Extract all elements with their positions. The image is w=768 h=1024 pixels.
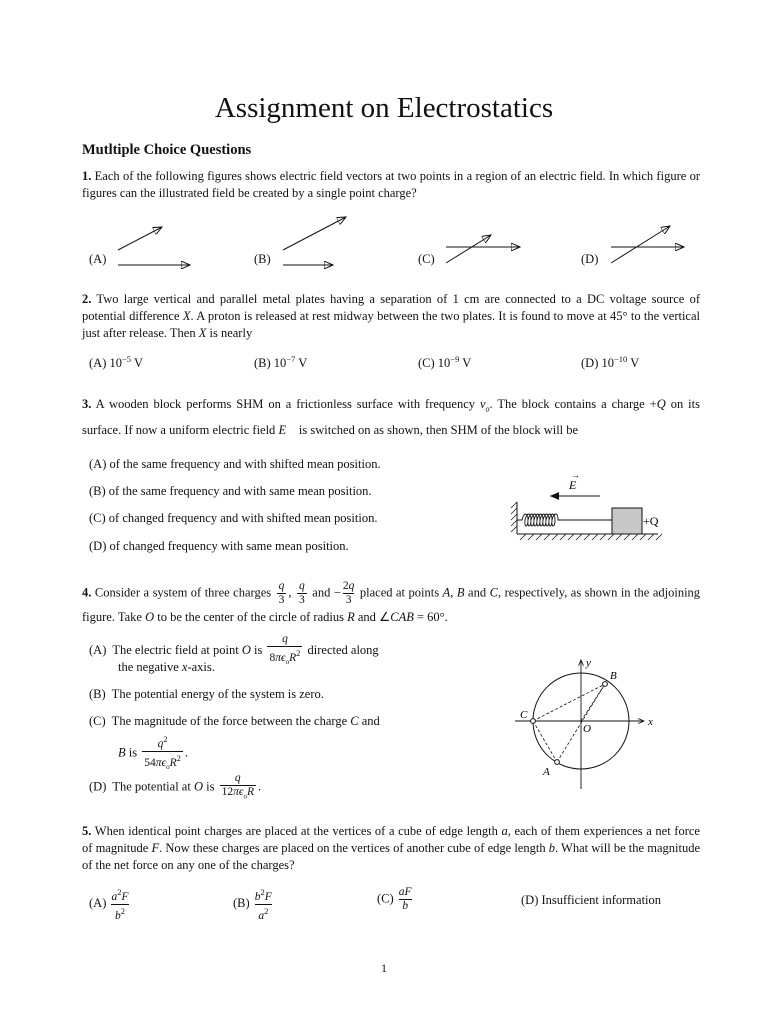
wall-hatch (511, 502, 517, 532)
section-heading: Mutltiple Choice Questions (82, 142, 252, 158)
page-number: 1 (381, 961, 387, 975)
question-4: 4. Consider a system of three charges $\frac{q}{3}$ , $\frac{q}{3}$ and − $\frac{2q}{3}$ placed at points A, B and C, respectively, as shown in the adjoining figure. Take O to be the center of the circle of radius R and ∠CAB = 60°. (82, 580, 701, 624)
q5-option-c: (C) $\frac{aF}{b}$ (377, 886, 412, 912)
q3-option-c: (C) of changed frequency and with shifted mean position. (89, 511, 378, 525)
q1-figure-d (611, 226, 684, 263)
svg-text:y: y (586, 657, 591, 669)
q1-figure-c (446, 235, 520, 263)
svg-text:→: → (571, 470, 580, 480)
point-a (555, 760, 560, 765)
question-1-number: 1. (82, 169, 92, 183)
q3-option-d: (D) of changed frequency with same mean position. (89, 539, 349, 553)
q4-figure (510, 654, 670, 794)
question-2-number: 2. (82, 292, 92, 306)
q3-option-b: (B) of the same frequency and with same mean position. (89, 484, 372, 498)
q5-option-d: (D) Insufficient information (521, 893, 662, 907)
point-c (531, 719, 536, 724)
field-label: E (569, 478, 577, 492)
question-4-number: 4. (82, 585, 92, 600)
q4-option-c: (C) The magnitude of the force between the charge C and (89, 714, 380, 728)
svg-text:B: B (610, 670, 617, 682)
q2-option-a: (A) $10^{-5}$ V (89, 354, 143, 371)
svg-text:A: A (543, 766, 550, 778)
question-5: 5. When identical point charges are placed at the vertices of a cube of edge length a, each of them experiences a net force of magnitude F. Now these charges are placed on the vertices of another cube of edge length b. What will be the magnitude of the net force on any one of the charges? (82, 824, 700, 872)
q3-figure (500, 470, 670, 548)
svg-text:O: O (583, 723, 591, 735)
spring (517, 514, 612, 526)
q3-option-a: (A) of the same frequency and with shifted mean position. (89, 457, 381, 471)
q4-option-a-cont: the negative x-axis. (118, 660, 215, 674)
q1-option-b: (B) (254, 252, 271, 266)
q1-option-a: (A) (89, 252, 107, 266)
page-title: Assignment on Electrostatics (214, 92, 554, 124)
q5-option-b: (B) $\frac{b^2F}{a^2}$ (233, 887, 272, 922)
question-2: 2. Two large vertical and parallel metal plates having a separation of 1 cm are connected to a DC voltage source of potential difference X. A proton is released at rest midway between the two plates. It is found to move at 45° to the vertical just after release. Then X is nearly (82, 292, 700, 340)
q4-option-a: (A) The electric field at point O is $\frac{q}{8\pi\epsilon_oR^2}$ directed along (89, 633, 379, 669)
wooden-block (612, 508, 642, 534)
svg-text:x: x (648, 716, 653, 728)
question-3: 3. A wooden block performs SHM on a frictionless surface with frequency $\nu_o$. The block contains a charge +Q on its surface. If now a uniform electric field E⃗ is switched on as shown, then SHM of the block will be (82, 397, 700, 437)
svg-text:C: C (520, 709, 528, 721)
q4-option-c-cont: B is $\frac{q^2}{54\pi\epsilon_oR^2}$ . (118, 733, 188, 774)
q5-option-a: (A) $\frac{a^2F}{b^2}$ (89, 887, 129, 922)
question-1-text: Each of the following figures shows electric field vectors at two points in a region of an electric field. In which figure or figures can the illustrated field be created by a single point charge? (82, 169, 700, 200)
q4-option-b: (B) The potential energy of the system is zero. (89, 687, 324, 701)
question-1 (82, 168, 700, 202)
q1-option-c: (C) (418, 252, 435, 266)
q2-option-b: (B) $10^{-7}$ V (254, 354, 308, 371)
q1-option-d: (D) (581, 252, 599, 266)
q2-option-c: (C) $10^{-9}$ V (418, 354, 472, 371)
q2-option-d: (D) $10^{-10}$ V (581, 354, 640, 371)
floor-hatch (520, 534, 662, 540)
q1-figure-a (118, 227, 190, 265)
q1-figure-b (283, 217, 346, 265)
q4-option-d: (D) The potential at O is $\frac{q}{12\pi\epsilon_oR}$ . (89, 772, 261, 803)
charge-label: +Q (643, 514, 659, 528)
question-3-number: 3. (82, 397, 92, 411)
question-5-number: 5. (82, 824, 92, 838)
q1-figures (0, 210, 768, 280)
point-b (603, 682, 608, 687)
